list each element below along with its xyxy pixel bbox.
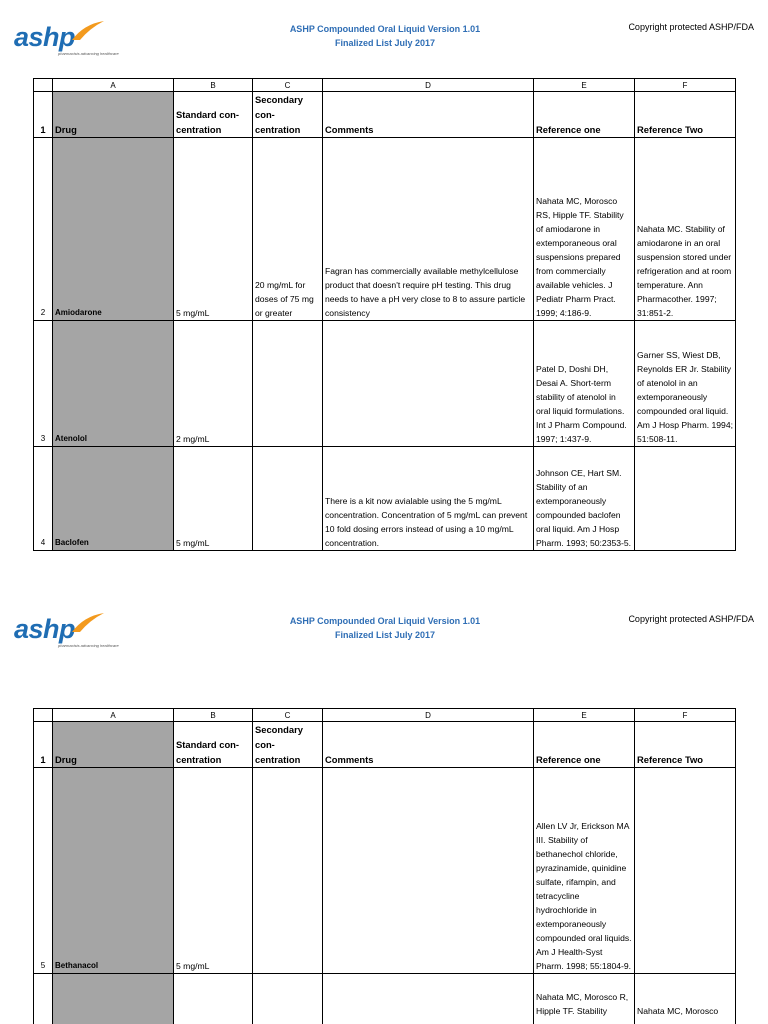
row-number [34, 974, 53, 1024]
logo-tagline: pharmacists advancing healthcare [58, 51, 119, 56]
standard-concentration: 5 mg/mL [174, 768, 253, 974]
column-letter: A [53, 709, 174, 722]
secondary-concentration [253, 974, 323, 1024]
column-letter: C [253, 709, 323, 722]
standard-header: Standard con-centration [174, 92, 253, 138]
secondary-concentration [253, 321, 323, 447]
page-2 [0, 592, 768, 1024]
column-header-row [34, 709, 736, 722]
logo-swoosh-icon [70, 612, 106, 634]
reference-two: Nahata MC, Morosco [635, 974, 736, 1024]
table-row [34, 447, 736, 551]
drug-name [53, 974, 174, 1024]
standard-concentration: 2 mg/mL [174, 321, 253, 447]
standard-concentration [174, 974, 253, 1024]
drug-table [33, 78, 736, 551]
row-number: 4 [34, 447, 53, 551]
reference-two [635, 768, 736, 974]
column-letter: D [323, 709, 534, 722]
column-letter: B [174, 709, 253, 722]
corner-cell [34, 79, 53, 92]
comments: There is a kit now avialable using the 5 mg/mL concentration. Concentration of 5 mg/mL can prevent 10 fold dosing errors instead of using a 10 mg/mL concentration. [323, 447, 534, 551]
comments [323, 974, 534, 1024]
reference-one: Patel D, Doshi DH, Desai A. Short-term stability of atenolol in oral liquid formulations. Int J Pharm Compound. 1997; 1:437-9. [534, 321, 635, 447]
reference-one: Allen LV Jr, Erickson MA III. Stability of bethanechol chloride, pyrazinamide, quinidine sulfate, rifampin, and tetracycline hydrochloride in extemporaneously compounded oral liquids. Am J Health-Syst Pharm. 1998; 55:1804-9. [534, 768, 635, 974]
standard-header: Standard con-centration [174, 722, 253, 768]
secondary-concentration [253, 447, 323, 551]
ref2-header: Reference Two [635, 722, 736, 768]
logo-tagline: pharmacists advancing healthcare [58, 643, 119, 648]
secondary-header: Secondary con-centration [253, 92, 323, 138]
reference-one: Nahata MC, Morosco RS, Hipple TF. Stability of amiodarone in extemporaneous oral suspensions prepared from commercially available vehicles. J Pediatr Pharm Pract. 1999; 4:186-9. [534, 138, 635, 321]
column-letter: A [53, 79, 174, 92]
standard-concentration: 5 mg/mL [174, 138, 253, 321]
comments [323, 321, 534, 447]
row-number: 1 [34, 92, 53, 138]
reference-one: Johnson CE, Hart SM. Stability of an extemporaneously compounded baclofen oral liquid. Am J Hosp Pharm. 1993; 50:2353-5. [534, 447, 635, 551]
comments [323, 768, 534, 974]
drug-table [33, 708, 736, 1024]
row-number: 5 [34, 768, 53, 974]
drug-name: Atenolol [53, 321, 174, 447]
reference-one: Nahata MC, Morosco R, Hipple TF. Stability [534, 974, 635, 1024]
drug-header: Drug [53, 722, 174, 768]
ashp-logo [14, 612, 164, 652]
document-title: ASHP Compounded Oral Liquid Version 1.01 Finalized List July 2017 [289, 616, 481, 640]
copyright-notice: Copyright protected ASHP/FDA [628, 614, 754, 624]
ref1-header: Reference one [534, 722, 635, 768]
copyright-notice: Copyright protected ASHP/FDA [628, 22, 754, 32]
table-row [34, 768, 736, 974]
table-row [34, 321, 736, 447]
column-header-row [34, 79, 736, 92]
logo-wordmark: ashp [14, 614, 76, 644]
logo-swoosh-icon [70, 20, 106, 42]
document-title: ASHP Compounded Oral Liquid Version 1.01 Finalized List July 2017 [289, 24, 481, 48]
secondary-concentration [253, 768, 323, 974]
standard-concentration: 5 mg/mL [174, 447, 253, 551]
comments: Fagran has commercially available methylcellulose product that doesn't require pH testing. This drug needs to have a pH very close to 8 to assure particle consistency [323, 138, 534, 321]
column-letter: E [534, 79, 635, 92]
column-letter: B [174, 79, 253, 92]
column-letter: D [323, 79, 534, 92]
comments-header: Comments [323, 92, 534, 138]
drug-name: Amiodarone [53, 138, 174, 321]
ref2-header: Reference Two [635, 92, 736, 138]
row-number: 3 [34, 321, 53, 447]
column-letter: C [253, 79, 323, 92]
column-letter: F [635, 709, 736, 722]
reference-two: Garner SS, Wiest DB, Reynolds ER Jr. Stability of atenolol in an extemporaneously compounded oral liquid. Am J Hosp Pharm. 1994; 51:508-11. [635, 321, 736, 447]
reference-two [635, 447, 736, 551]
table-row [34, 138, 736, 321]
row-number: 2 [34, 138, 53, 321]
secondary-concentration: 20 mg/mL for doses of 75 mg or greater [253, 138, 323, 321]
drug-name: Bethanacol [53, 768, 174, 974]
comments-header: Comments [323, 722, 534, 768]
table-row [34, 974, 736, 1024]
column-letter: E [534, 709, 635, 722]
ref1-header: Reference one [534, 92, 635, 138]
ashp-logo [14, 20, 164, 60]
header-row [34, 92, 736, 138]
header-row [34, 722, 736, 768]
drug-name: Baclofen [53, 447, 174, 551]
reference-two: Nahata MC. Stability of amiodarone in an oral suspension stored under refrigeration and at room temperature. Ann Pharmacother. 1997; 31:851-2. [635, 138, 736, 321]
corner-cell [34, 709, 53, 722]
logo-wordmark: ashp [14, 22, 76, 52]
secondary-header: Secondary con-centration [253, 722, 323, 768]
column-letter: F [635, 79, 736, 92]
row-number: 1 [34, 722, 53, 768]
drug-header: Drug [53, 92, 174, 138]
